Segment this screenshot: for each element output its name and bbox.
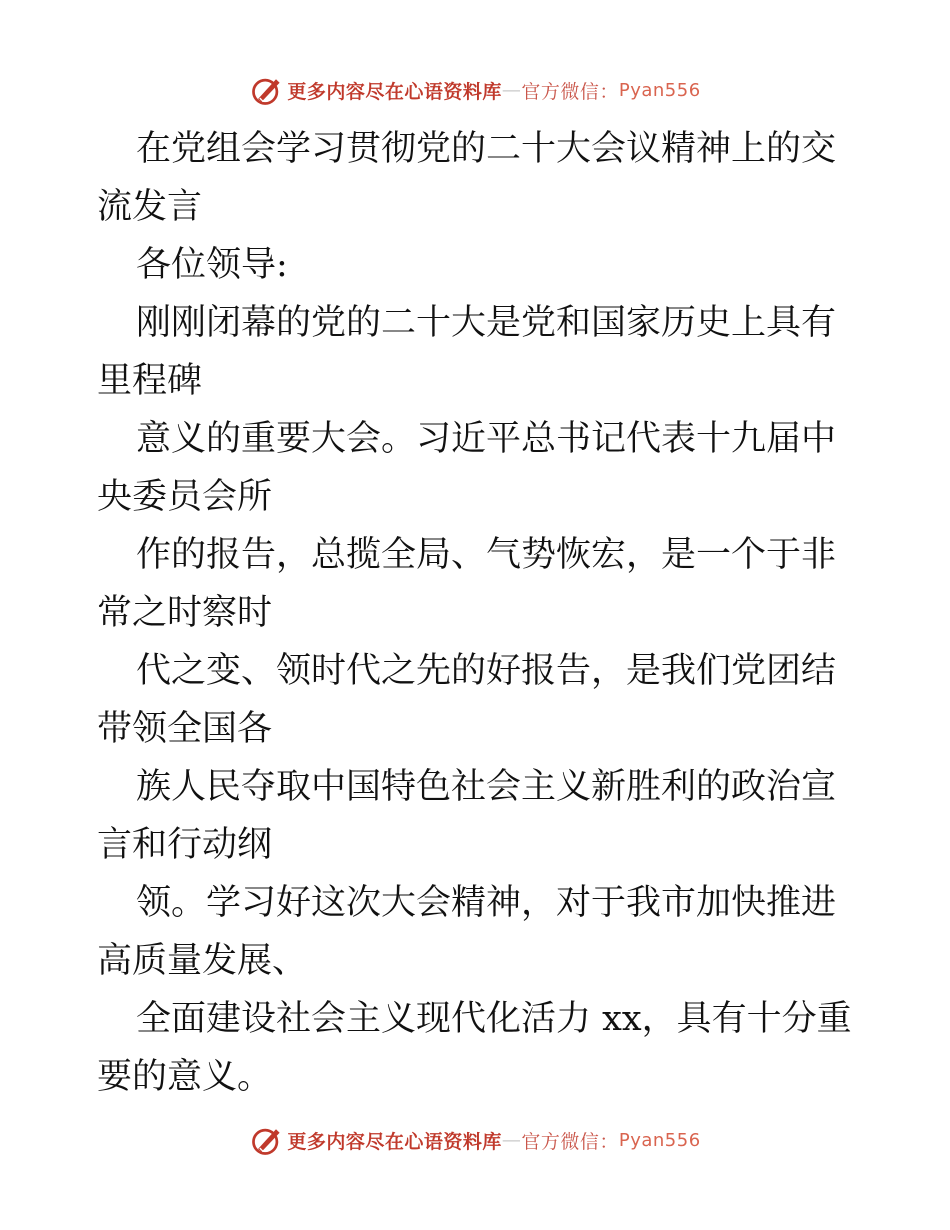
footer-watermark [0,1120,950,1160]
pen-logo-icon [249,1122,285,1158]
watermark-dash: — [501,1129,522,1151]
salutation: 各位领导: [136,245,288,285]
paragraph: 领。学习好这次大会精神，对于我市加快推进高质量发展、 [97,883,837,981]
paragraph: 全面建设社会主义现代化活力 xx，具有十分重要的意义。 [97,999,852,1097]
paragraph: 作的报告，总揽全局、气势恢宏，是一个于非常之时察时 [97,535,837,633]
watermark-id: Pyan556 [618,1129,701,1151]
paragraph: 代之变、领时代之先的好报告，是我们党团结带领全国各 [97,651,837,749]
watermark-dash: — [501,79,522,101]
header-watermark [0,70,950,110]
watermark-label: 官方微信： [521,1130,619,1153]
document-body [97,120,853,1106]
watermark-id: Pyan556 [618,79,701,101]
document-title: 在党组会学习贯彻党的二十大会议精神上的交流发言 [97,129,837,227]
paragraph: 刚刚闭幕的党的二十大是党和国家历史上具有里程碑 [97,303,837,401]
watermark-text: 更多内容尽在心语资料库 [287,1130,502,1153]
watermark-text: 更多内容尽在心语资料库 [287,80,502,103]
paragraph: 意义的重要大会。习近平总书记代表十九届中央委员会所 [97,419,837,517]
watermark-label: 官方微信： [521,80,619,103]
pen-logo-icon [249,72,285,108]
paragraph: 族人民夺取中国特色社会主义新胜利的政治宣言和行动纲 [97,767,837,865]
